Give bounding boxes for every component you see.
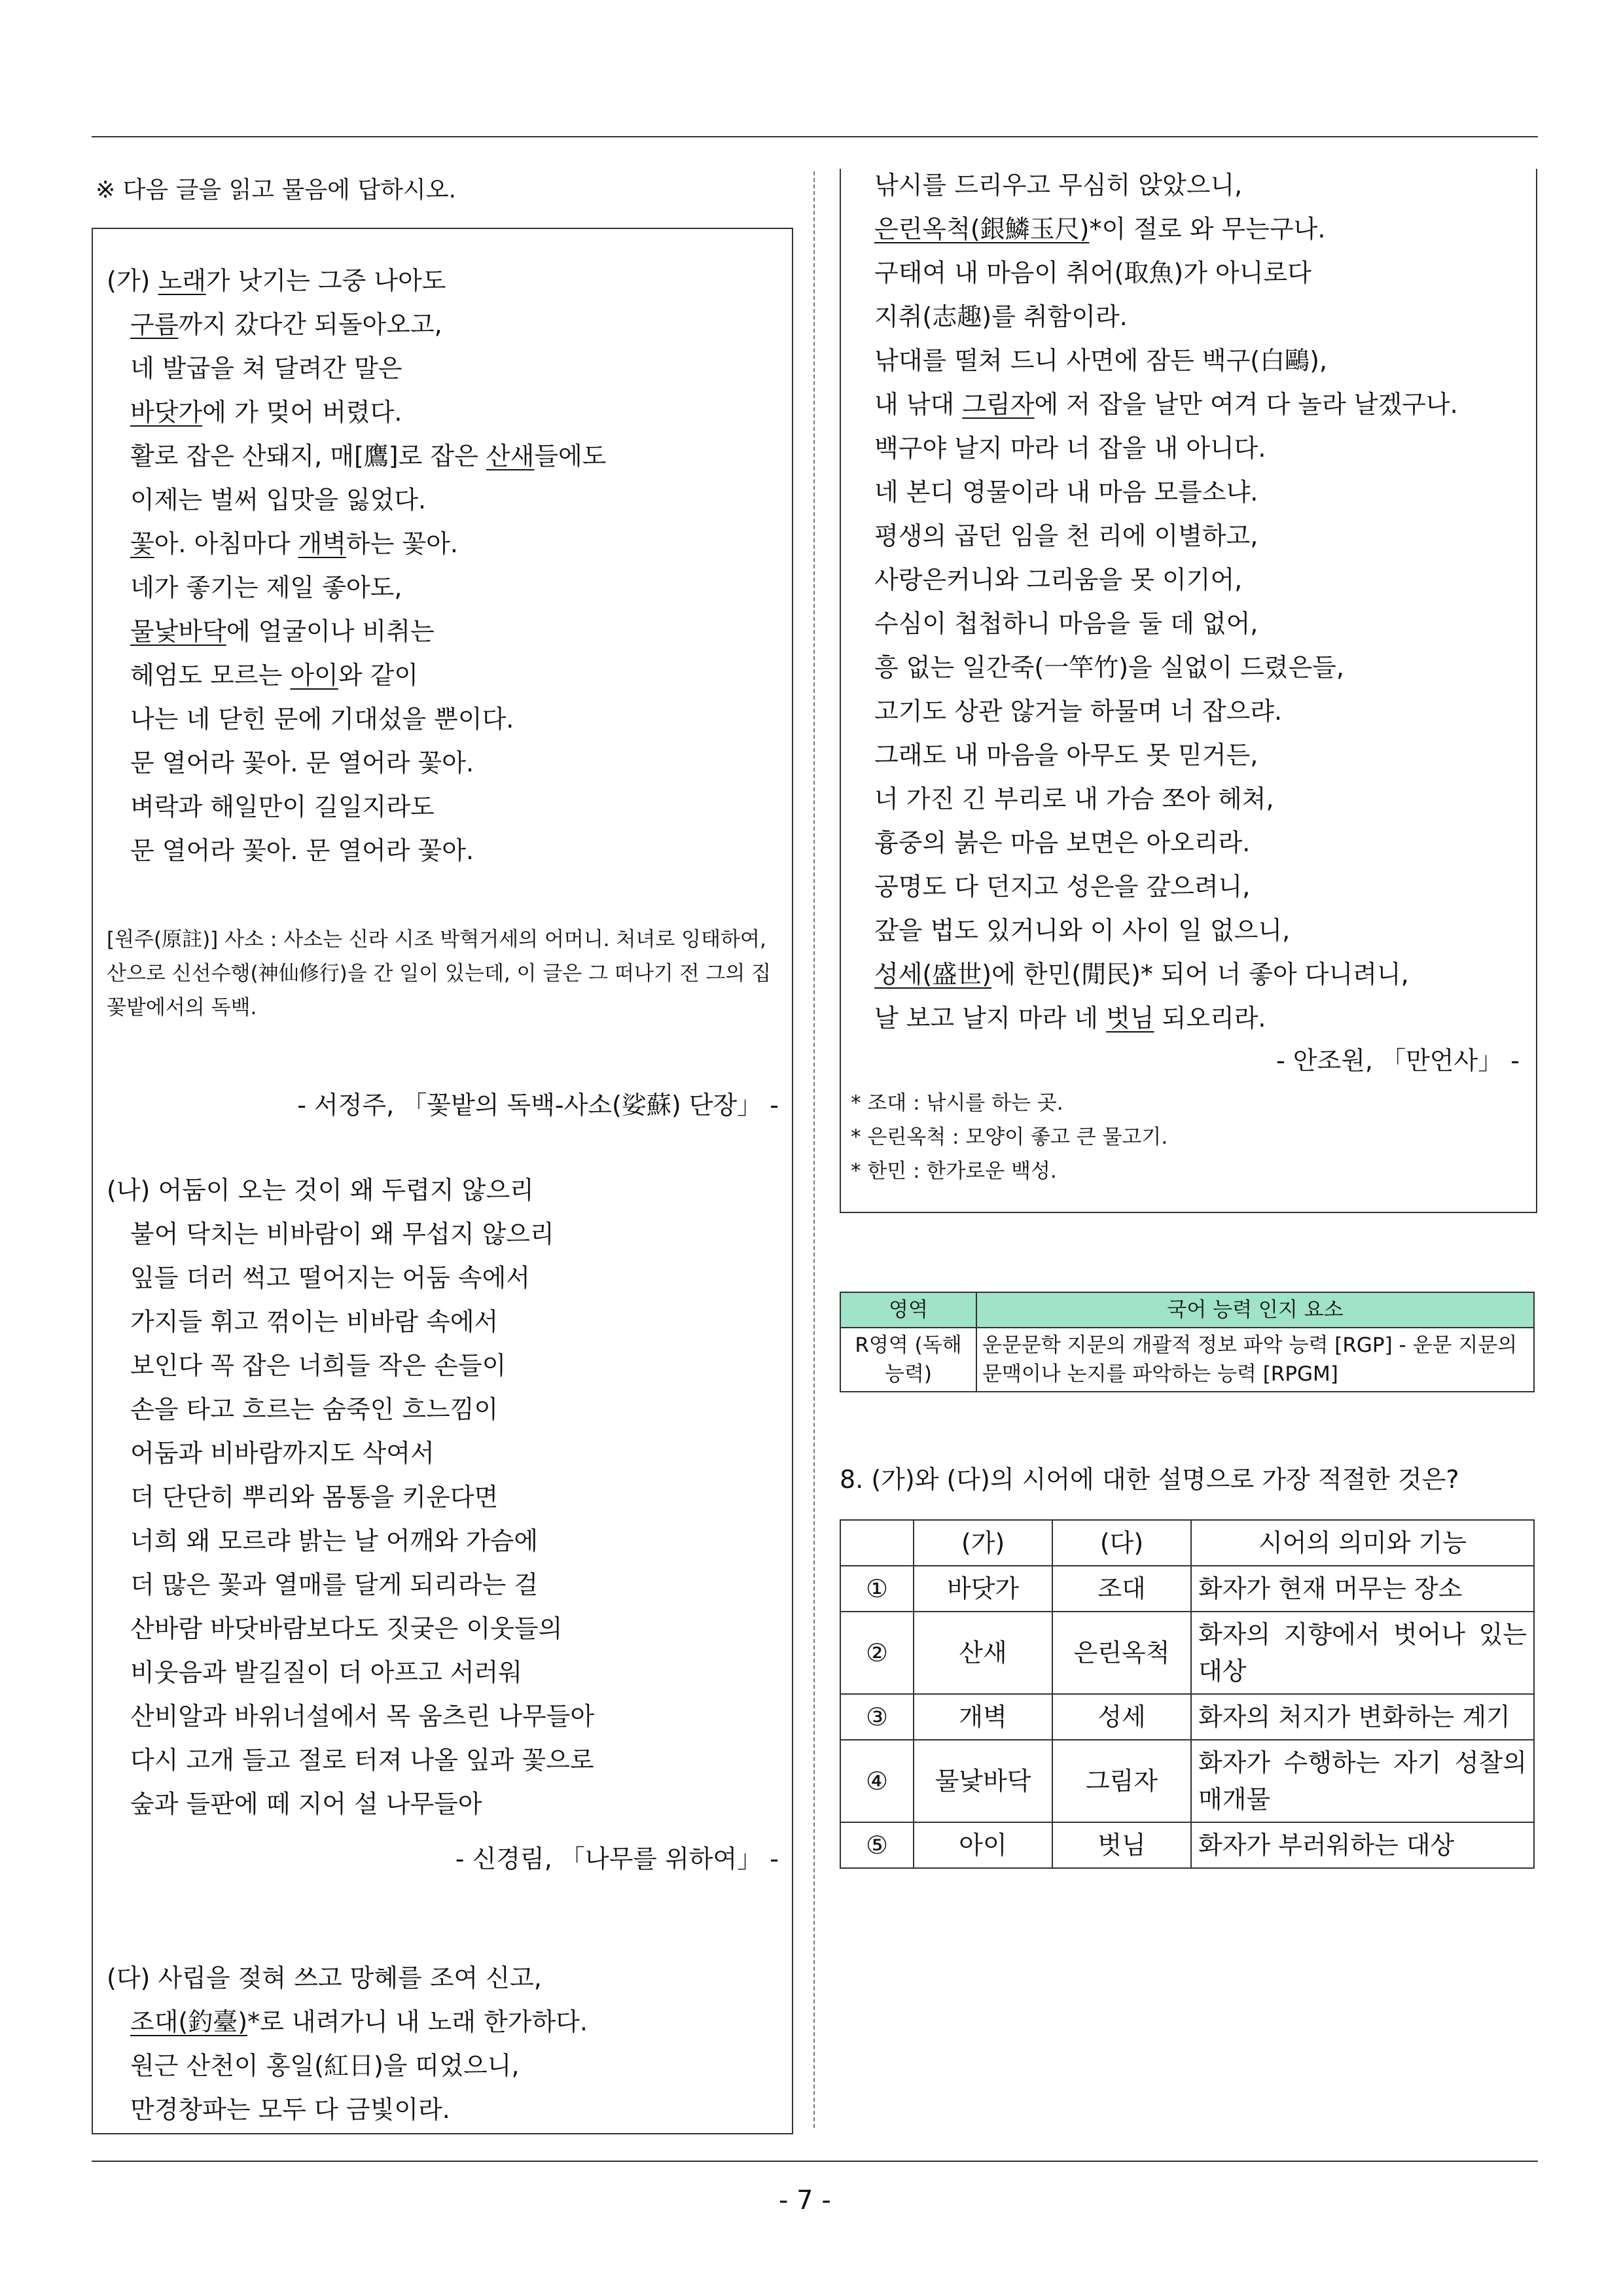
poem-text: 원근 산천이 홍일(紅日)을 띠었으니, [130,2051,520,2080]
choice-number: ② [840,1612,914,1694]
original-note [107,923,781,1025]
poem-text: 흉중의 붉은 마음 보면은 아오리라. [874,828,1251,857]
poem-text: 활로 잡은 산돼지, 매[鷹]로 잡은 [130,442,486,470]
poem-line [851,953,1458,997]
poem-text: 산바람 바닷바람보다도 짓궂은 이웃들의 [130,1614,563,1643]
poem-da-left [107,1956,588,2132]
poem-ga [107,259,606,873]
poem-line [107,1388,594,1432]
poem-line [107,741,606,785]
poem-text: 네가 좋기는 제일 좋아도, [130,573,402,602]
poem-line [851,733,1458,777]
poem-text: 에 얼굴이나 비취는 [226,617,435,646]
column-divider [813,171,815,2128]
poem-text: 에 가 멎어 버렸다. [202,398,402,427]
underlined-word: 성세(盛世) [874,960,992,989]
table-header [840,1520,914,1566]
choice-row[interactable] [840,1566,1534,1612]
poem-line [107,259,606,303]
poem-da-right [851,164,1458,1040]
poem-line [851,207,1458,251]
poem-line [851,427,1458,470]
poem-text: 날 보고 날지 마라 네 [874,1004,1107,1033]
footnote-item: * 조대 : 낚시를 하는 곳. [851,1091,1063,1115]
underlined-word: 조대(釣臺) [130,2007,248,2036]
underlined-word: 바닷가 [130,398,203,427]
poem-text: 평생의 곱던 임을 천 리에 이별하고, [874,521,1258,550]
poem-line [107,1519,594,1563]
choice-word-ga: 아이 [914,1822,1052,1868]
poem-text: 하는 꽃아. [346,529,458,558]
choice-word-ga: 산새 [914,1612,1052,1694]
choice-number: ④ [840,1740,914,1822]
poem-text: 보인다 꼭 잡은 너희들 작은 손들이 [130,1351,507,1380]
poem-line [851,383,1458,427]
poem-text: 공명도 다 던지고 성은을 갚으려니, [874,872,1251,901]
instruction: ※ 다음 글을 읽고 물음에 답하시오. [96,177,456,203]
poem-text: 잎들 더러 썩고 떨어지는 어둠 속에서 [130,1263,531,1292]
poem-line [107,1956,588,2000]
underlined-word: 벗님 [1106,1004,1154,1033]
poem-text: 이제는 벌써 입맛을 잃었다. [130,486,427,514]
choice-row[interactable] [840,1694,1534,1740]
poem-line [107,1169,594,1212]
poem-line [107,1212,594,1256]
poem-line [107,1475,594,1519]
poem-text: 백구야 날지 마라 너 잡을 내 아니다. [874,434,1266,463]
choice-word-da: 벗님 [1052,1822,1191,1868]
poem-text: 너희 왜 모르랴 밝는 날 어깨와 가슴에 [130,1527,539,1555]
poem-text: 더 많은 꽃과 열매를 달게 되리라는 걸 [130,1570,539,1599]
table-header: 영역 [840,1292,976,1328]
poem-line [851,602,1458,646]
poem-text: 에 한민(閒民)* 되어 너 좋아 다니려니, [991,960,1409,989]
poem-line [107,522,606,566]
poem-line [851,558,1458,602]
table-header: 국어 능력 인지 요소 [976,1292,1534,1328]
poem-line [851,251,1458,295]
poem-line [851,470,1458,514]
citation-ga: - 서정주, 「꽃밭의 독백-사소(娑蘇) 단장」 - [297,1091,779,1120]
poem-text: 가 낫기는 그중 나아도 [205,266,446,295]
choice-meaning: 화자가 수행하는 자기 성찰의 매개물 [1191,1740,1534,1822]
poem-text: 비웃음과 발길질이 더 아프고 서러워 [130,1658,522,1687]
choice-word-da: 그림자 [1052,1740,1191,1822]
choice-row[interactable] [840,1822,1534,1868]
poem-line [107,2044,588,2088]
choice-number: ⑤ [840,1822,914,1868]
poem-text: 너 가진 긴 부리로 내 가슴 쪼아 헤쳐, [874,785,1274,813]
poem-text: 가지들 휘고 꺾이는 비바람 속에서 [130,1307,499,1336]
poem-text: 와 같이 [338,661,419,690]
choice-meaning: 화자가 현재 머무는 장소 [1191,1566,1534,1612]
poem-line [107,391,606,434]
poem-text: 손을 타고 흐르는 숨죽인 흐느낌이 [130,1395,499,1424]
poem-text: 만경창파는 모두 다 금빛이라. [130,2095,450,2124]
poem-line [107,478,606,522]
poem-line [851,646,1458,690]
competency-description: 운문문학 지문의 개괄적 정보 파악 능력 [RGP] - 운문 지문의 문맥이나 논지를 파악하는 능력 [RPGM] [976,1328,1534,1392]
poem-line [107,1782,594,1826]
poem-line [107,1739,594,1782]
poem-line [107,1563,594,1607]
poem-line [851,865,1458,909]
poem-text: (나) 어둠이 오는 것이 왜 두렵지 않으리 [107,1176,534,1205]
footnote-item: * 은린옥척 : 모양이 좋고 큰 물고기. [851,1125,1168,1149]
poem-line [107,829,606,873]
poem-line [851,295,1458,339]
underlined-word: 꽃 [130,529,154,558]
choice-row[interactable] [840,1740,1534,1822]
poem-na [107,1169,594,1826]
poem-text: 어둠과 비바람까지도 삭여서 [130,1439,435,1468]
footnote-item: * 한민 : 한가로운 백성. [851,1159,1057,1183]
poem-text: 다시 고개 들고 절로 터져 나올 잎과 꽃으로 [130,1746,594,1775]
table-header: (다) [1052,1520,1191,1566]
poem-line [107,1432,594,1475]
poem-text: 들에도 [534,442,607,470]
poem-line [107,1607,594,1651]
choice-word-ga: 물낯바닥 [914,1740,1052,1822]
poem-text: 되오리라. [1154,1004,1266,1033]
poem-text: 낚대를 떨쳐 드니 사면에 잠든 백구(白鷗), [874,346,1328,375]
poem-line [107,1256,594,1300]
poem-line [107,1344,594,1388]
citation-da: - 안조원, 「만언사」 - [1276,1046,1520,1075]
poem-text: *이 절로 와 무는구나. [1089,215,1326,243]
choices-table [840,1519,1535,1869]
choice-meaning: 화자의 지향에서 벗어나 있는 대상 [1191,1612,1534,1694]
poem-line [107,1695,594,1739]
poem-text: 벼락과 해일만이 길일지라도 [130,792,435,821]
poem-line [107,785,606,829]
choice-row[interactable] [840,1612,1534,1694]
underlined-word: 노래 [158,266,206,295]
underlined-word: 개벽 [298,529,346,558]
poem-text: 문 열어라 꽃아. 문 열어라 꽃아. [130,836,474,865]
poem-line [851,339,1458,383]
choice-meaning: 화자가 부러워하는 대상 [1191,1822,1534,1868]
poem-text: (가) [107,266,158,295]
page-number: - 7 - [779,2185,831,2216]
competency-table [840,1292,1535,1392]
poem-line [851,909,1458,953]
choice-number: ① [840,1566,914,1612]
poem-text: 네 본디 영물이라 내 마음 모를소냐. [874,478,1258,506]
poem-text: 고기도 상관 않거늘 하물며 너 잡으랴. [874,697,1283,726]
poem-text: (다) 사립을 젖혀 쓰고 망혜를 조여 신고, [107,1964,542,1992]
poem-line [107,1300,594,1344]
choice-number: ③ [840,1694,914,1740]
choice-meaning: 화자의 처지가 변화하는 계기 [1191,1694,1534,1740]
note-text: 사소는 신라 시조 박혁거세의 어머니. 처녀로 잉태하여, 산으로 신선수행(神仙修行)을 간 일이 있는데, 이 글은 그 떠나기 전 그의 집 꽃밭에서의 독백. [107,928,772,1019]
bottom-rule [92,2161,1538,2162]
poem-text: 산비알과 바위너설에서 목 움츠린 나무들아 [130,1702,595,1731]
underlined-word: 은린옥척(銀鱗玉尺) [874,215,1090,243]
poem-text: 갚을 법도 있거니와 이 사이 일 없으니, [874,916,1291,945]
poem-text: 그래도 내 마음을 아무도 못 믿거든, [874,741,1258,769]
choice-word-da: 조대 [1052,1566,1191,1612]
table-header: (가) [914,1520,1052,1566]
poem-line [851,777,1458,821]
poem-text: 낚시를 드리우고 무심히 앉았으니, [874,171,1243,200]
footnotes [851,1086,1168,1188]
poem-text: 까지 갔다간 되돌아오고, [178,310,442,339]
poem-text: 네 발굽을 쳐 달려간 말은 [130,354,402,383]
top-rule [92,136,1538,137]
poem-line [107,2088,588,2132]
poem-text: 지취(志趣)를 취함이라. [874,302,1128,331]
underlined-word: 산새 [486,442,535,470]
underlined-word: 구름 [130,310,179,339]
note-label: [원주(原註)] 사소 : [107,928,284,951]
choice-word-da: 은린옥척 [1052,1612,1191,1694]
poem-line [107,303,606,347]
competency-area: R영역 (독해 능력) [840,1328,976,1392]
poem-text: 구태여 내 마음이 취어(取魚)가 아니로다 [874,258,1311,287]
poem-text: 내 낚대 [874,390,963,419]
poem-text: 불어 닥치는 비바람이 왜 무섭지 않으리 [130,1220,554,1248]
table-header: 시어의 의미와 기능 [1191,1520,1534,1566]
poem-text: 아. 아침마다 [154,529,298,558]
underlined-word: 물낯바닥 [130,617,226,646]
poem-text: 숲과 들판에 떼 지어 설 나무들아 [130,1790,482,1818]
poem-line [107,566,606,610]
poem-line [851,164,1458,207]
poem-line [107,347,606,391]
poem-line [107,434,606,478]
poem-line [107,2000,588,2044]
poem-line [851,821,1458,865]
choice-word-ga: 개벽 [914,1694,1052,1740]
poem-line [107,654,606,698]
poem-line [107,1651,594,1695]
underlined-word: 그림자 [962,390,1035,419]
poem-text: 헤엄도 모르는 [130,661,291,690]
poem-line [851,514,1458,558]
poem-line [107,610,606,654]
poem-text: 에 저 잡을 날만 여겨 다 놀라 날겠구나. [1034,390,1458,419]
underlined-word: 아이 [290,661,338,690]
poem-line [851,690,1458,733]
choice-word-da: 성세 [1052,1694,1191,1740]
poem-line [107,698,606,741]
citation-na: - 신경림, 「나무를 위하여」 - [455,1845,779,1873]
poem-text: 사랑은커니와 그리움을 못 이기어, [874,565,1243,594]
poem-text: 더 단단히 뿌리와 몸통을 키운다면 [130,1483,499,1511]
choice-word-ga: 바닷가 [914,1566,1052,1612]
poem-line [851,997,1458,1040]
poem-text: 문 열어라 꽃아. 문 열어라 꽃아. [130,749,474,777]
poem-text: *로 내려가니 내 노래 한가하다. [247,2007,588,2036]
poem-text: 나는 네 닫힌 문에 기대섰을 뿐이다. [130,705,514,733]
poem-text: 흥 없는 일간죽(一竿竹)을 실없이 드렸은들, [874,653,1344,682]
poem-text: 수심이 첩첩하니 마음을 둘 데 없어, [874,609,1258,638]
question-text: 8. (가)와 (다)의 시어에 대한 설명으로 가장 적절한 것은? [840,1465,1459,1494]
